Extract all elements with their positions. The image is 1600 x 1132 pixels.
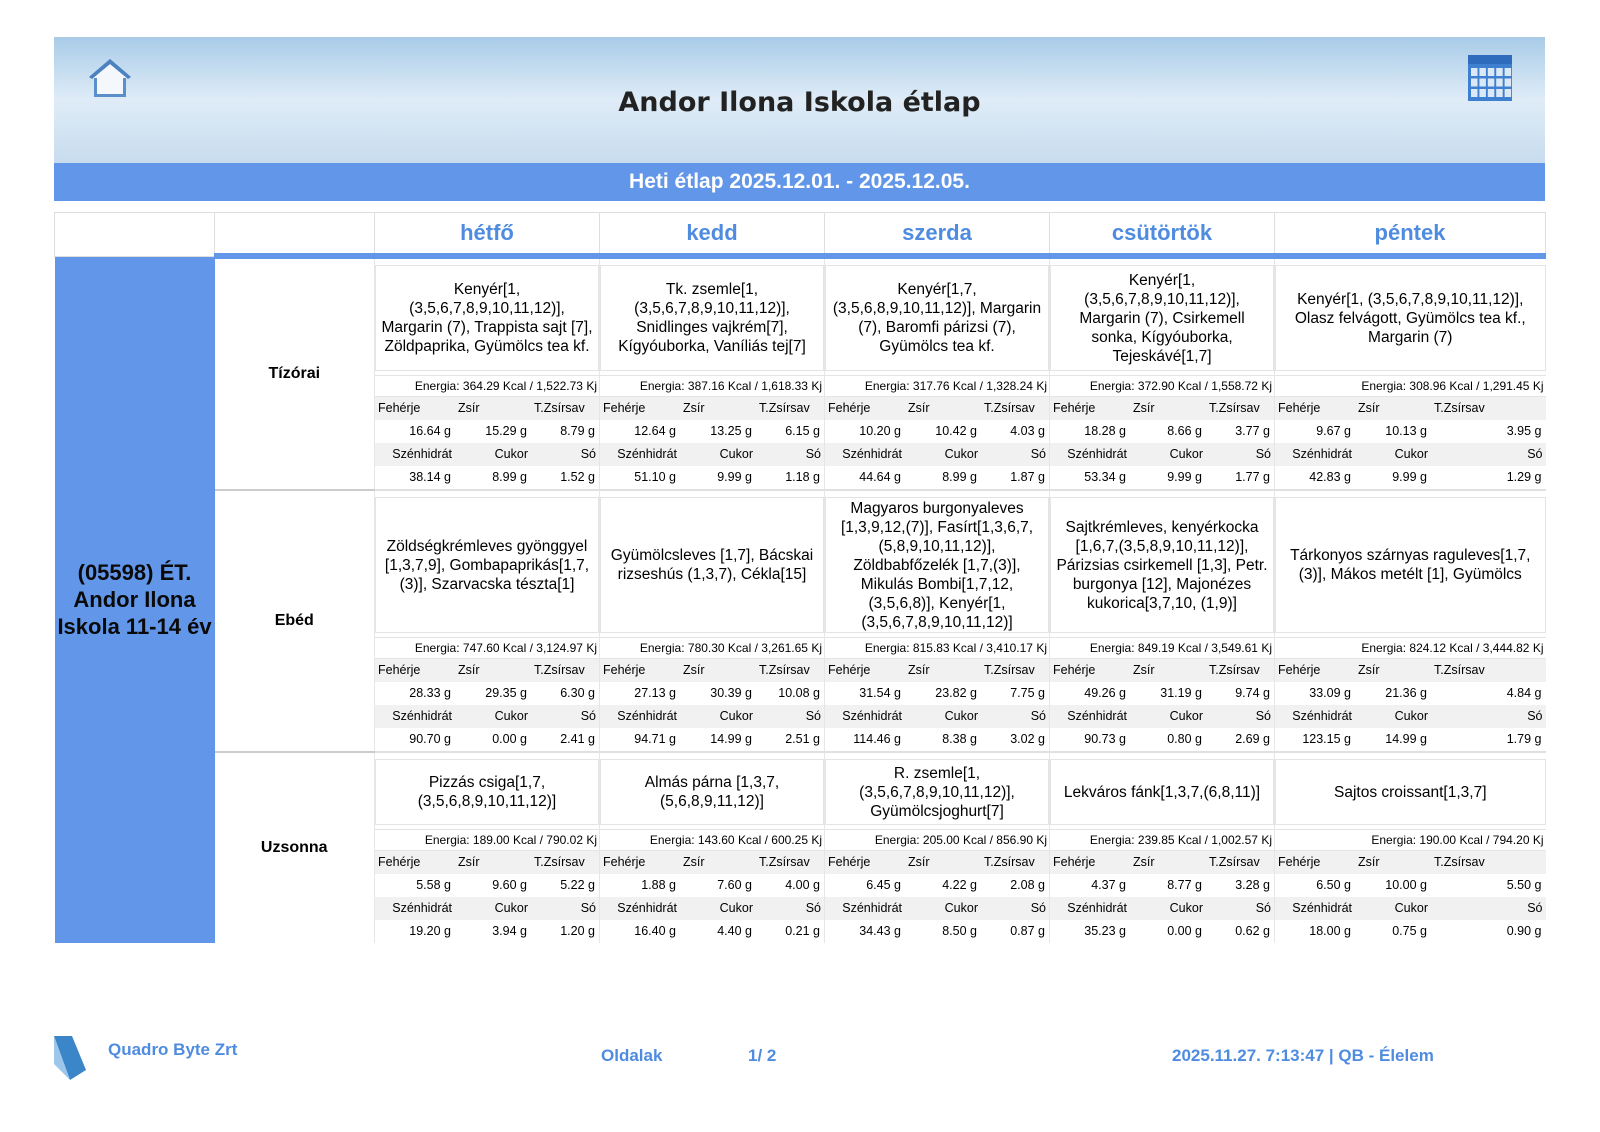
saturated-fat-label: T.Zsírsav	[981, 397, 1049, 420]
dish-text: Gyümölcsleves [1,7], Bácskai rizseshús (1,3,7), Cékla[15]	[600, 497, 824, 633]
saturated-fat-value: 4.84 g	[1431, 682, 1546, 705]
dish-text: Kenyér[1,7, (3,5,6,8,9,10,11,12)], Margarin (7), Baromfi párizsi (7), Gyümölcs tea kf.	[825, 265, 1049, 371]
sugar-label: Cukor	[1130, 705, 1206, 728]
fat-label: Zsír	[905, 659, 981, 682]
carbohydrate-label: Szénhidrát	[825, 705, 905, 728]
carbohydrate-value: 53.34 g	[1050, 466, 1130, 489]
dish-text: Magyaros burgonyaleves [1,3,9,12,(7)], Fasírt[1,3,6,7, (5,8,9,10,11,12)], Zöldbabfőzelék [1,7,(3)], Mikulás Bombi[1,7,12, (3,5,6,8)], Kenyér[1, (3,5,6,7,8,9,10,11,12)]	[825, 497, 1049, 633]
protein-value: 33.09 g	[1275, 682, 1355, 705]
energy-value: Energia: 372.90 Kcal / 1,558.72 Kj	[1050, 375, 1274, 397]
salt-label: Só	[756, 443, 824, 466]
dish-text: Kenyér[1, (3,5,6,7,8,9,10,11,12)], Margarin (7), Csirkemell sonka, Kígyóuborka, Tejeskávé[1,7]	[1050, 265, 1274, 371]
sugar-value: 4.40 g	[680, 920, 756, 943]
sugar-value: 8.50 g	[905, 920, 981, 943]
nutrition-grid	[1275, 659, 1546, 751]
carbohydrate-value: 18.00 g	[1275, 920, 1355, 943]
sugar-label: Cukor	[905, 443, 981, 466]
carbohydrate-label: Szénhidrát	[825, 443, 905, 466]
protein-value: 9.67 g	[1275, 420, 1355, 443]
fat-label: Zsír	[1130, 659, 1206, 682]
dish-text: Lekváros fánk[1,3,7,(6,8,11)]	[1050, 759, 1274, 825]
fat-label: Zsír	[1355, 851, 1431, 874]
saturated-fat-value: 9.74 g	[1206, 682, 1274, 705]
protein-value: 49.26 g	[1050, 682, 1130, 705]
carbohydrate-value: 90.73 g	[1050, 728, 1130, 751]
fat-label: Zsír	[1355, 659, 1431, 682]
sugar-value: 0.00 g	[455, 728, 531, 751]
saturated-fat-label: T.Zsírsav	[756, 851, 824, 874]
fat-value: 10.42 g	[905, 420, 981, 443]
carbohydrate-value: 94.71 g	[600, 728, 680, 751]
salt-label: Só	[981, 443, 1049, 466]
menu-day-cell	[600, 752, 825, 943]
dish-text: Kenyér[1, (3,5,6,7,8,9,10,11,12)], Margarin (7), Trappista sajt [7], Zöldpaprika, Gyümölcs tea kf.	[375, 265, 599, 371]
energy-value: Energia: 747.60 Kcal / 3,124.97 Kj	[375, 637, 599, 659]
carbohydrate-value: 51.10 g	[600, 466, 680, 489]
page-title: Andor Ilona Iskola étlap	[618, 87, 981, 118]
salt-label: Só	[981, 897, 1049, 920]
salt-label: Só	[1431, 705, 1546, 728]
dish-text: Sajtos croissant[1,3,7]	[1275, 759, 1546, 825]
protein-value: 16.64 g	[375, 420, 455, 443]
menu-day-cell	[825, 752, 1050, 943]
fat-value: 13.25 g	[680, 420, 756, 443]
saturated-fat-value: 4.00 g	[756, 874, 824, 897]
fat-value: 8.77 g	[1130, 874, 1206, 897]
sugar-label: Cukor	[905, 897, 981, 920]
sugar-value: 0.80 g	[1130, 728, 1206, 751]
salt-label: Só	[531, 705, 599, 728]
fat-value: 21.36 g	[1355, 682, 1431, 705]
corner-cell	[55, 213, 215, 257]
menu-day-cell	[600, 490, 825, 752]
saturated-fat-label: T.Zsírsav	[981, 851, 1049, 874]
carbohydrate-label: Szénhidrát	[1050, 705, 1130, 728]
salt-label: Só	[1206, 443, 1274, 466]
sugar-label: Cukor	[1355, 897, 1431, 920]
fat-label: Zsír	[455, 397, 531, 420]
dish-text: Tárkonyos szárnyas raguleves[1,7,(3)], Mákos metélt [1], Gyümölcs	[1275, 497, 1546, 633]
sugar-label: Cukor	[680, 443, 756, 466]
carbohydrate-value: 35.23 g	[1050, 920, 1130, 943]
protein-label: Fehérje	[825, 659, 905, 682]
protein-value: 31.54 g	[825, 682, 905, 705]
calendar-icon[interactable]	[1467, 53, 1513, 103]
carbohydrate-label: Szénhidrát	[1275, 897, 1355, 920]
sugar-label: Cukor	[1130, 897, 1206, 920]
carbohydrate-value: 34.43 g	[825, 920, 905, 943]
nutrition-grid	[1275, 851, 1546, 943]
saturated-fat-label: T.Zsírsav	[756, 397, 824, 420]
fat-value: 30.39 g	[680, 682, 756, 705]
carbohydrate-label: Szénhidrát	[600, 897, 680, 920]
sugar-value: 8.38 g	[905, 728, 981, 751]
carbohydrate-value: 42.83 g	[1275, 466, 1355, 489]
nutrition-grid	[375, 851, 599, 943]
protein-label: Fehérje	[1275, 397, 1355, 420]
saturated-fat-value: 7.75 g	[981, 682, 1049, 705]
sugar-value: 14.99 g	[680, 728, 756, 751]
carbohydrate-label: Szénhidrát	[375, 705, 455, 728]
energy-value: Energia: 364.29 Kcal / 1,522.73 Kj	[375, 375, 599, 397]
carbohydrate-label: Szénhidrát	[600, 705, 680, 728]
salt-label: Só	[531, 443, 599, 466]
protein-value: 12.64 g	[600, 420, 680, 443]
carbohydrate-label: Szénhidrát	[375, 897, 455, 920]
company-logo-icon	[52, 1034, 88, 1082]
protein-label: Fehérje	[1050, 851, 1130, 874]
nutrition-grid	[375, 397, 599, 489]
sugar-value: 9.99 g	[680, 466, 756, 489]
menu-day-cell	[1275, 256, 1546, 490]
nutrition-grid	[1050, 397, 1274, 489]
sugar-label: Cukor	[1355, 443, 1431, 466]
fat-value: 8.66 g	[1130, 420, 1206, 443]
sugar-value: 9.99 g	[1355, 466, 1431, 489]
carbohydrate-value: 38.14 g	[375, 466, 455, 489]
salt-value: 1.87 g	[981, 466, 1049, 489]
nutrition-grid	[600, 397, 824, 489]
nutrition-grid	[600, 851, 824, 943]
energy-value: Energia: 780.30 Kcal / 3,261.65 Kj	[600, 637, 824, 659]
salt-value: 1.79 g	[1431, 728, 1546, 751]
energy-value: Energia: 824.12 Kcal / 3,444.82 Kj	[1275, 637, 1546, 659]
carbohydrate-value: 114.46 g	[825, 728, 905, 751]
menu-day-cell	[1275, 752, 1546, 943]
fat-label: Zsír	[680, 851, 756, 874]
menu-day-cell	[600, 256, 825, 490]
week-range-bar: Heti étlap 2025.12.01. - 2025.12.05.	[54, 163, 1545, 201]
fat-label: Zsír	[680, 659, 756, 682]
dish-text: R. zsemle[1, (3,5,6,7,8,9,10,11,12)], Gyümölcsjoghurt[7]	[825, 759, 1049, 825]
fat-value: 9.60 g	[455, 874, 531, 897]
salt-value: 1.18 g	[756, 466, 824, 489]
saturated-fat-label: T.Zsírsav	[1431, 397, 1546, 420]
meal-header-cell	[215, 213, 375, 257]
salt-label: Só	[1431, 897, 1546, 920]
saturated-fat-label: T.Zsírsav	[1206, 659, 1274, 682]
saturated-fat-label: T.Zsírsav	[1206, 851, 1274, 874]
menu-day-cell	[375, 490, 600, 752]
fat-label: Zsír	[680, 397, 756, 420]
menu-day-cell	[1050, 752, 1275, 943]
protein-value: 10.20 g	[825, 420, 905, 443]
saturated-fat-value: 10.08 g	[756, 682, 824, 705]
dish-text: Tk. zsemle[1, (3,5,6,7,8,9,10,11,12)], Snidlinges vajkrém[7], Kígyóuborka, Vaníliás tej[7]	[600, 265, 824, 371]
menu-day-cell	[1050, 256, 1275, 490]
fat-value: 29.35 g	[455, 682, 531, 705]
fat-label: Zsír	[455, 659, 531, 682]
menu-day-cell	[1050, 490, 1275, 752]
carbohydrate-value: 16.40 g	[600, 920, 680, 943]
nutrition-grid	[1050, 851, 1274, 943]
menu-day-cell	[825, 490, 1050, 752]
sugar-label: Cukor	[1130, 443, 1206, 466]
menu-day-cell	[825, 256, 1050, 490]
dish-text: Sajtkrémleves, kenyérkocka [1,6,7,(3,5,8,9,10,11,12)], Párizsias csirkemell [1,3], Petr. burgonya [12], Majonézes kukorica[3,7,10, (1,9)]	[1050, 497, 1274, 633]
day-header: szerda	[825, 213, 1050, 257]
salt-value: 2.69 g	[1206, 728, 1274, 751]
carbohydrate-value: 90.70 g	[375, 728, 455, 751]
saturated-fat-label: T.Zsírsav	[531, 851, 599, 874]
page-count: 1/ 2	[748, 1046, 777, 1065]
protein-value: 5.58 g	[375, 874, 455, 897]
salt-label: Só	[981, 705, 1049, 728]
protein-label: Fehérje	[375, 851, 455, 874]
nutrition-grid	[825, 397, 1049, 489]
salt-value: 1.20 g	[531, 920, 599, 943]
saturated-fat-label: T.Zsírsav	[1206, 397, 1274, 420]
page-header	[54, 37, 1545, 163]
sugar-value: 3.94 g	[455, 920, 531, 943]
fat-value: 7.60 g	[680, 874, 756, 897]
sugar-label: Cukor	[455, 443, 531, 466]
menu-day-cell	[375, 256, 600, 490]
day-header: csütörtök	[1050, 213, 1275, 257]
protein-label: Fehérje	[1275, 659, 1355, 682]
salt-value: 0.90 g	[1431, 920, 1546, 943]
salt-label: Só	[1206, 897, 1274, 920]
protein-value: 18.28 g	[1050, 420, 1130, 443]
saturated-fat-label: T.Zsírsav	[981, 659, 1049, 682]
nutrition-grid	[825, 851, 1049, 943]
fat-value: 10.13 g	[1355, 420, 1431, 443]
carbohydrate-label: Szénhidrát	[1050, 443, 1130, 466]
saturated-fat-value: 6.30 g	[531, 682, 599, 705]
pages-label: Oldalak	[601, 1046, 663, 1065]
carbohydrate-label: Szénhidrát	[1275, 443, 1355, 466]
dish-text: Almás párna [1,3,7, (5,6,8,9,11,12)]	[600, 759, 824, 825]
fat-value: 23.82 g	[905, 682, 981, 705]
salt-value: 1.29 g	[1431, 466, 1546, 489]
energy-value: Energia: 190.00 Kcal / 794.20 Kj	[1275, 829, 1546, 851]
salt-label: Só	[531, 897, 599, 920]
fat-value: 4.22 g	[905, 874, 981, 897]
protein-value: 28.33 g	[375, 682, 455, 705]
saturated-fat-value: 5.50 g	[1431, 874, 1546, 897]
sugar-value: 8.99 g	[905, 466, 981, 489]
salt-label: Só	[1206, 705, 1274, 728]
protein-value: 27.13 g	[600, 682, 680, 705]
salt-value: 2.51 g	[756, 728, 824, 751]
salt-label: Só	[1431, 443, 1546, 466]
salt-value: 1.77 g	[1206, 466, 1274, 489]
carbohydrate-label: Szénhidrát	[1050, 897, 1130, 920]
weekly-menu-table	[54, 212, 1546, 943]
salt-value: 2.41 g	[531, 728, 599, 751]
protein-label: Fehérje	[825, 851, 905, 874]
salt-value: 0.62 g	[1206, 920, 1274, 943]
sugar-label: Cukor	[455, 897, 531, 920]
fat-value: 15.29 g	[455, 420, 531, 443]
salt-label: Só	[756, 705, 824, 728]
sugar-label: Cukor	[1355, 705, 1431, 728]
protein-label: Fehérje	[600, 659, 680, 682]
nutrition-grid	[600, 659, 824, 751]
carbohydrate-value: 123.15 g	[1275, 728, 1355, 751]
protein-label: Fehérje	[375, 659, 455, 682]
nutrition-grid	[375, 659, 599, 751]
saturated-fat-value: 4.03 g	[981, 420, 1049, 443]
energy-value: Energia: 189.00 Kcal / 790.02 Kj	[375, 829, 599, 851]
saturated-fat-value: 5.22 g	[531, 874, 599, 897]
salt-value: 0.21 g	[756, 920, 824, 943]
carbohydrate-label: Szénhidrát	[1275, 705, 1355, 728]
sugar-label: Cukor	[680, 897, 756, 920]
sugar-value: 0.00 g	[1130, 920, 1206, 943]
sugar-value: 0.75 g	[1355, 920, 1431, 943]
salt-value: 0.87 g	[981, 920, 1049, 943]
meal-name: Tízórai	[215, 256, 375, 490]
fat-label: Zsír	[455, 851, 531, 874]
salt-value: 3.02 g	[981, 728, 1049, 751]
carbohydrate-value: 19.20 g	[375, 920, 455, 943]
saturated-fat-value: 3.95 g	[1431, 420, 1546, 443]
energy-value: Energia: 205.00 Kcal / 856.90 Kj	[825, 829, 1049, 851]
sugar-label: Cukor	[905, 705, 981, 728]
fat-value: 10.00 g	[1355, 874, 1431, 897]
saturated-fat-value: 6.15 g	[756, 420, 824, 443]
day-header: kedd	[600, 213, 825, 257]
day-header: péntek	[1275, 213, 1546, 257]
sugar-value: 9.99 g	[1130, 466, 1206, 489]
energy-value: Energia: 317.76 Kcal / 1,328.24 Kj	[825, 375, 1049, 397]
saturated-fat-label: T.Zsírsav	[531, 659, 599, 682]
energy-value: Energia: 815.83 Kcal / 3,410.17 Kj	[825, 637, 1049, 659]
sugar-value: 8.99 g	[455, 466, 531, 489]
menu-day-cell	[375, 752, 600, 943]
meal-name: Ebéd	[215, 490, 375, 752]
dish-text: Kenyér[1, (3,5,6,7,8,9,10,11,12)], Olasz felvágott, Gyümölcs tea kf., Margarin (7)	[1275, 265, 1546, 371]
dish-text: Zöldségkrémleves gyönggyel [1,3,7,9], Gombapaprikás[1,7,(3)], Szarvacska tészta[1]	[375, 497, 599, 633]
saturated-fat-value: 2.08 g	[981, 874, 1049, 897]
saturated-fat-label: T.Zsírsav	[1431, 851, 1546, 874]
protein-value: 6.45 g	[825, 874, 905, 897]
carbohydrate-value: 44.64 g	[825, 466, 905, 489]
protein-value: 6.50 g	[1275, 874, 1355, 897]
protein-value: 1.88 g	[600, 874, 680, 897]
energy-value: Energia: 849.19 Kcal / 3,549.61 Kj	[1050, 637, 1274, 659]
saturated-fat-value: 8.79 g	[531, 420, 599, 443]
salt-label: Só	[756, 897, 824, 920]
fat-label: Zsír	[905, 397, 981, 420]
fat-label: Zsír	[1355, 397, 1431, 420]
age-group-label: (05598) ÉT. Andor Ilona Iskola 11-14 év	[55, 256, 215, 943]
nutrition-grid	[1275, 397, 1546, 489]
day-header: hétfő	[375, 213, 600, 257]
fat-value: 31.19 g	[1130, 682, 1206, 705]
sugar-label: Cukor	[680, 705, 756, 728]
fat-label: Zsír	[1130, 397, 1206, 420]
carbohydrate-label: Szénhidrát	[600, 443, 680, 466]
sugar-value: 14.99 g	[1355, 728, 1431, 751]
company-name: Quadro Byte Zrt	[108, 1040, 238, 1059]
meal-name: Uzsonna	[215, 752, 375, 943]
protein-label: Fehérje	[375, 397, 455, 420]
dish-text: Pizzás csiga[1,7, (3,5,6,8,9,10,11,12)]	[375, 759, 599, 825]
saturated-fat-label: T.Zsírsav	[531, 397, 599, 420]
protein-label: Fehérje	[1050, 397, 1130, 420]
protein-label: Fehérje	[600, 397, 680, 420]
energy-value: Energia: 387.16 Kcal / 1,618.33 Kj	[600, 375, 824, 397]
salt-value: 1.52 g	[531, 466, 599, 489]
saturated-fat-value: 3.28 g	[1206, 874, 1274, 897]
protein-label: Fehérje	[1050, 659, 1130, 682]
saturated-fat-value: 3.77 g	[1206, 420, 1274, 443]
energy-value: Energia: 308.96 Kcal / 1,291.45 Kj	[1275, 375, 1546, 397]
energy-value: Energia: 143.60 Kcal / 600.25 Kj	[600, 829, 824, 851]
fat-label: Zsír	[905, 851, 981, 874]
carbohydrate-label: Szénhidrát	[825, 897, 905, 920]
fat-label: Zsír	[1130, 851, 1206, 874]
carbohydrate-label: Szénhidrát	[375, 443, 455, 466]
energy-value: Energia: 239.85 Kcal / 1,002.57 Kj	[1050, 829, 1274, 851]
saturated-fat-label: T.Zsírsav	[1431, 659, 1546, 682]
protein-value: 4.37 g	[1050, 874, 1130, 897]
protein-label: Fehérje	[825, 397, 905, 420]
saturated-fat-label: T.Zsírsav	[756, 659, 824, 682]
protein-label: Fehérje	[600, 851, 680, 874]
menu-day-cell	[1275, 490, 1546, 752]
sugar-label: Cukor	[455, 705, 531, 728]
nutrition-grid	[825, 659, 1049, 751]
print-timestamp: 2025.11.27. 7:13:47 | QB - Élelem	[1172, 1046, 1434, 1065]
nutrition-grid	[1050, 659, 1274, 751]
protein-label: Fehérje	[1275, 851, 1355, 874]
